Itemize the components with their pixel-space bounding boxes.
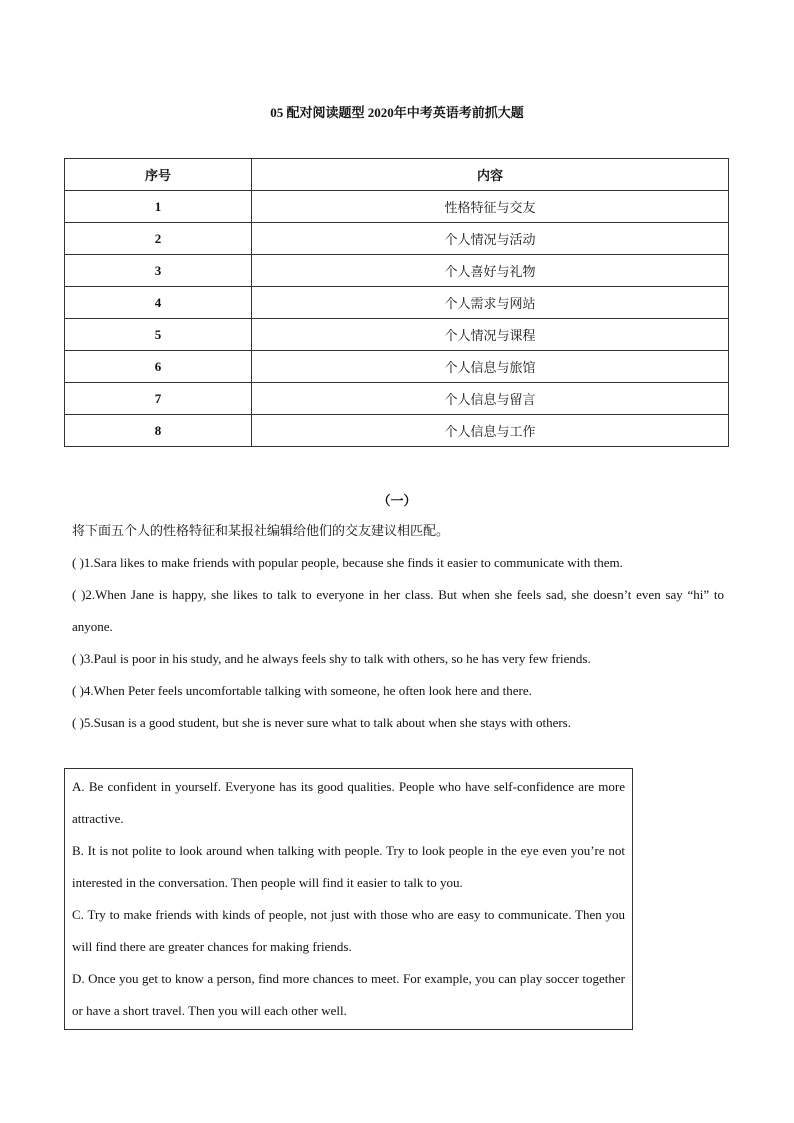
row-content: 个人情况与课程 [252,319,729,351]
section-heading: （一） [377,493,417,508]
row-content: 个人情况与活动 [252,223,729,255]
row-content: 个人喜好与礼物 [252,255,729,287]
advice-option: C. Try to make friends with kinds of people, not just with those who are easy to communicate. Then you will find there are greater chances for making friends. [72,907,625,954]
question-item: ( )2.When Jane is happy, she likes to talk to everyone in her class. But when she feels sad, she doesn’t even say “hi” to anyone. [72,587,724,634]
table-row [65,287,729,319]
row-content: 个人需求与网站 [252,287,729,319]
question-list [72,547,724,739]
row-content: 个人信息与工作 [252,415,729,447]
row-number: 6 [65,351,252,383]
row-number: 7 [65,383,252,415]
table-row [65,255,729,287]
table-row [65,191,729,223]
table-row [65,415,729,447]
row-content: 个人信息与留言 [252,383,729,415]
advice-options-box [64,768,633,1030]
table-row [65,383,729,415]
advice-option: D. Once you get to know a person, find more chances to meet. For example, you can play soccer together or have a short travel. Then you will each other well. [72,971,625,1018]
document-title: 05 配对阅读题型 2020年中考英语考前抓大题 [270,105,524,120]
table-row [65,223,729,255]
header-content: 内容 [252,159,729,191]
row-content: 性格特征与交友 [252,191,729,223]
row-number: 2 [65,223,252,255]
row-number: 3 [65,255,252,287]
question-item: ( )3.Paul is poor in his study, and he always feels shy to talk with others, so he has very few friends. [72,651,591,666]
question-item: ( )4.When Peter feels uncomfortable talking with someone, he often look here and there. [72,683,532,698]
section-instruction: 将下面五个人的性格特征和某报社编辑给他们的交友建议相匹配。 [72,524,450,539]
row-number: 4 [65,287,252,319]
row-number: 1 [65,191,252,223]
question-item: ( )5.Susan is a good student, but she is never sure what to talk about when she stays with others. [72,715,571,730]
question-item: ( )1.Sara likes to make friends with popular people, because she finds it easier to communicate with them. [72,555,623,570]
table-header-row [65,159,729,191]
row-number: 8 [65,415,252,447]
table-row [65,351,729,383]
table-row [65,319,729,351]
advice-option: A. Be confident in yourself. Everyone has its good qualities. People who have self-confidence are more attractive. [72,779,625,826]
topic-table [64,158,729,447]
advice-option: B. It is not polite to look around when talking with people. Try to look people in the eye even you’re not interested in the conversation. Then people will find it easier to talk to you. [72,843,625,890]
row-content: 个人信息与旅馆 [252,351,729,383]
row-number: 5 [65,319,252,351]
header-number: 序号 [65,159,252,191]
